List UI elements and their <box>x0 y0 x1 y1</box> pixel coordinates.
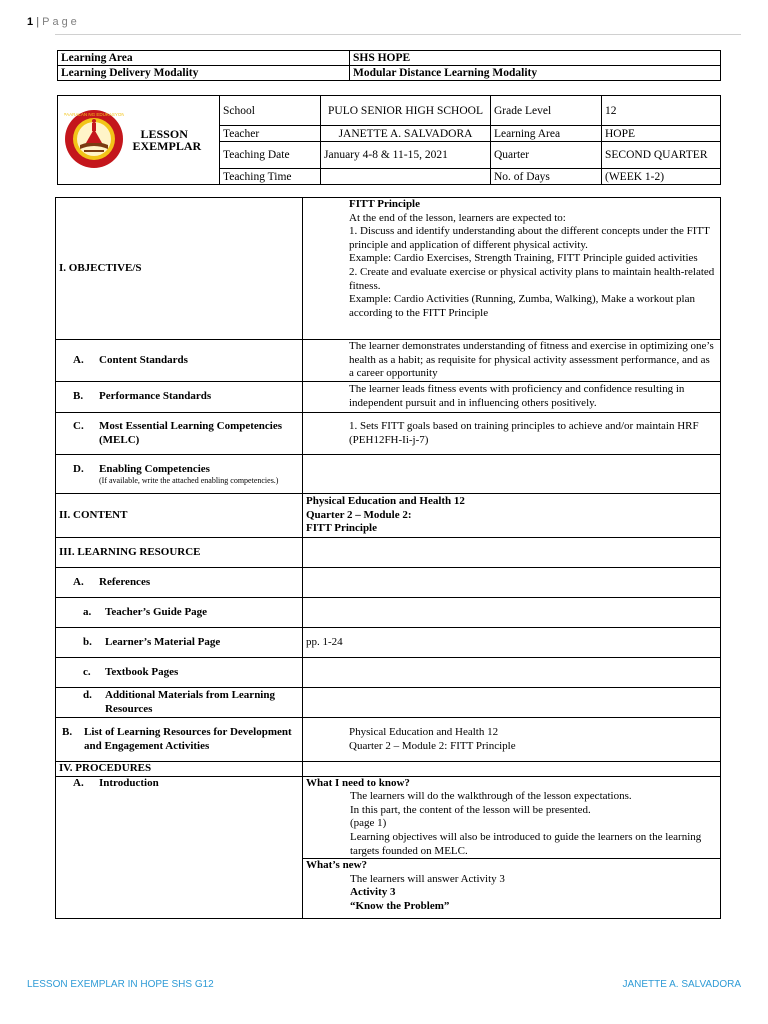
textbook-label <box>56 658 303 688</box>
item-label: Content Standards <box>99 353 188 366</box>
lesson-title-line1: LESSON <box>140 127 188 141</box>
item-label: Enabling Competencies <box>99 462 210 475</box>
content-standards-row <box>56 340 721 382</box>
header-rule <box>55 34 741 35</box>
quarter-value: SECOND QUARTER <box>602 142 721 169</box>
item-letter: d. <box>83 688 92 701</box>
footer-right: JANETTE A. SALVADORA <box>622 979 741 990</box>
lesson-header-table <box>57 95 721 185</box>
logo-cell <box>58 96 130 185</box>
info-label: Learning Delivery Modality <box>58 66 350 81</box>
info-value: Modular Distance Learning Modality <box>350 66 721 81</box>
list-resources-line: Physical Education and Health 12 <box>349 725 499 738</box>
content-label: II. CONTENT <box>56 494 303 538</box>
list-resources-row <box>56 718 721 762</box>
whats-new-activity-title: “Know the Problem” <box>350 899 450 912</box>
seal-text: PAARALAN NG EDUKASYON <box>63 111 124 117</box>
content-row <box>56 494 721 538</box>
enabling-note: (If available, write the attached enabling competencies.) <box>99 476 279 486</box>
objectives-label: I. OBJECTIVE/S <box>56 198 303 340</box>
introduction-line: (page 1) <box>350 817 387 830</box>
references-label <box>56 568 303 598</box>
performance-standards-text: The learner leads fitness events with proficiency and confidence resulting in independent pursuit and in influencing others positively. <box>303 382 721 413</box>
list-resources-line: Quarter 2 – Module 2: FITT Principle <box>349 739 516 752</box>
item-label: Most Essential Learning Competencies (MELC) <box>99 419 283 446</box>
melc-row <box>56 413 721 455</box>
info-table <box>57 50 721 81</box>
procedures-value <box>303 762 721 777</box>
item-letter: A. <box>73 353 84 366</box>
enabling-row <box>56 455 721 494</box>
item-label: References <box>99 575 151 588</box>
page-number: 1 <box>27 16 34 28</box>
item-label: Textbook Pages <box>105 665 179 678</box>
whats-new-line: The learners will answer Activity 3 <box>350 872 505 885</box>
procedures-label: IV. PROCEDURES <box>56 762 303 777</box>
textbook-row <box>56 658 721 688</box>
content-line: Quarter 2 – Module 2: <box>306 508 412 521</box>
learners-material-row <box>56 628 721 658</box>
whats-new-content <box>303 859 721 919</box>
introduction-label <box>56 776 303 919</box>
item-letter: b. <box>83 635 92 648</box>
list-resources-value <box>303 718 721 762</box>
item-label: Performance Standards <box>99 390 212 403</box>
quarter-label: Quarter <box>491 142 602 169</box>
page-word: Page <box>42 16 80 28</box>
item-label: Teacher’s Guide Page <box>105 605 208 618</box>
header-row <box>58 96 721 126</box>
info-row <box>58 66 721 81</box>
item-label: List of Learning Resources for Development and Engagement Activities <box>84 725 292 752</box>
objectives-line: Example: Cardio Exercises, Strength Training, FITT Principle guided activities <box>349 252 698 265</box>
content-line: Physical Education and Health 12 <box>306 495 465 508</box>
teachers-guide-label <box>56 598 303 628</box>
learners-material-label <box>56 628 303 658</box>
grade-level-label: Grade Level <box>491 96 602 126</box>
teaching-time-label: Teaching Time <box>220 169 321 185</box>
content-value <box>303 494 721 538</box>
enabling-text <box>303 455 721 494</box>
school-value: PULO SENIOR HIGH SCHOOL <box>321 96 491 126</box>
learning-area-label: Learning Area <box>491 126 602 142</box>
teaching-time-value <box>321 169 491 185</box>
references-row <box>56 568 721 598</box>
item-letter: A. <box>73 575 84 588</box>
introduction-row <box>56 776 721 859</box>
objectives-line: 1. Discuss and identify understanding about the different concepts under the FITT principle and application of different physical activity. <box>349 225 710 251</box>
enabling-label <box>56 455 303 494</box>
info-label: Learning Area <box>58 51 350 66</box>
performance-standards-label <box>56 382 303 413</box>
info-row <box>58 51 721 66</box>
item-letter: a. <box>83 605 92 618</box>
teaching-date-label: Teaching Date <box>220 142 321 169</box>
content-standards-text: The learner demonstrates understanding of fitness and exercise in optimizing one’s health as a habit; as requisite for physical activity assessment performance, and as a career opportunity <box>303 340 721 382</box>
item-letter: B. <box>62 725 73 738</box>
teacher-value: JANETTE A. SALVADORA <box>321 126 491 142</box>
footer-left: LESSON EXEMPLAR IN HOPE SHS G12 <box>27 979 214 990</box>
item-letter: A. <box>73 776 84 789</box>
references-value <box>303 568 721 598</box>
item-label: Learner’s Material Page <box>105 635 221 648</box>
learners-material-value: pp. 1-24 <box>303 628 721 658</box>
melc-label <box>56 413 303 455</box>
melc-text: 1. Sets FITT goals based on training principles to achieve and/or maintain HRF (PEH12FH-Ii-j-7) <box>303 413 721 455</box>
list-resources-label <box>56 718 303 762</box>
learning-area-value: HOPE <box>602 126 721 142</box>
additional-materials-value <box>303 688 721 718</box>
whats-new-activity: Activity 3 <box>350 886 396 899</box>
item-label: Additional Materials from Learning Resources <box>105 688 275 715</box>
teachers-guide-row <box>56 598 721 628</box>
whats-new-heading: What’s new? <box>306 859 368 872</box>
item-label: Introduction <box>99 776 159 789</box>
textbook-value <box>303 658 721 688</box>
introduction-heading: What I need to know? <box>306 776 410 789</box>
lesson-title <box>130 96 220 185</box>
no-of-days-value: (WEEK 1-2) <box>602 169 721 185</box>
additional-materials-row <box>56 688 721 718</box>
item-letter: B. <box>73 390 84 403</box>
performance-standards-row <box>56 382 721 413</box>
learning-resource-value <box>303 538 721 568</box>
school-seal-icon <box>64 109 124 169</box>
introduction-line: Learning objectives will also be introduced to guide the learners on the learning targets founded on MELC. <box>350 830 702 857</box>
objectives-topic: FITT Principle <box>349 198 420 210</box>
grade-level-value: 12 <box>602 96 721 126</box>
learning-resource-row <box>56 538 721 568</box>
introduction-line: In this part, the content of the lesson will be presented. <box>350 803 591 816</box>
item-letter: D. <box>73 462 84 475</box>
content-line: FITT Principle <box>306 522 377 535</box>
objectives-row <box>56 198 721 340</box>
no-of-days-label: No. of Days <box>491 169 602 185</box>
objectives-line: Example: Cardio Activities (Running, Zumba, Walking), Make a workout plan according to the FITT Principle <box>349 293 695 319</box>
additional-materials-label <box>56 688 303 718</box>
item-letter: C. <box>73 419 84 432</box>
objectives-line: 2. Create and evaluate exercise or physical activity plans to maintain health-related fitness. <box>349 265 715 292</box>
teaching-date-value: January 4-8 & 11-15, 2021 <box>321 142 491 169</box>
introduction-line: The learners will do the walkthrough of the lesson expectations. <box>350 790 632 803</box>
teacher-label: Teacher <box>220 126 321 142</box>
page-separator: | <box>36 16 40 28</box>
content-standards-label <box>56 340 303 382</box>
info-value: SHS HOPE <box>350 51 721 66</box>
item-letter: c. <box>83 665 91 678</box>
objectives-line: At the end of the lesson, learners are expected to: <box>349 211 566 224</box>
procedures-row <box>56 762 721 777</box>
learning-resource-label: III. LEARNING RESOURCE <box>56 538 303 568</box>
objectives-content <box>303 198 721 340</box>
school-label: School <box>220 96 321 126</box>
teachers-guide-value <box>303 598 721 628</box>
page-header <box>27 16 80 28</box>
lesson-plan-table <box>55 197 721 919</box>
lesson-title-line2: EXEMPLAR <box>132 139 202 153</box>
introduction-content <box>303 776 721 859</box>
